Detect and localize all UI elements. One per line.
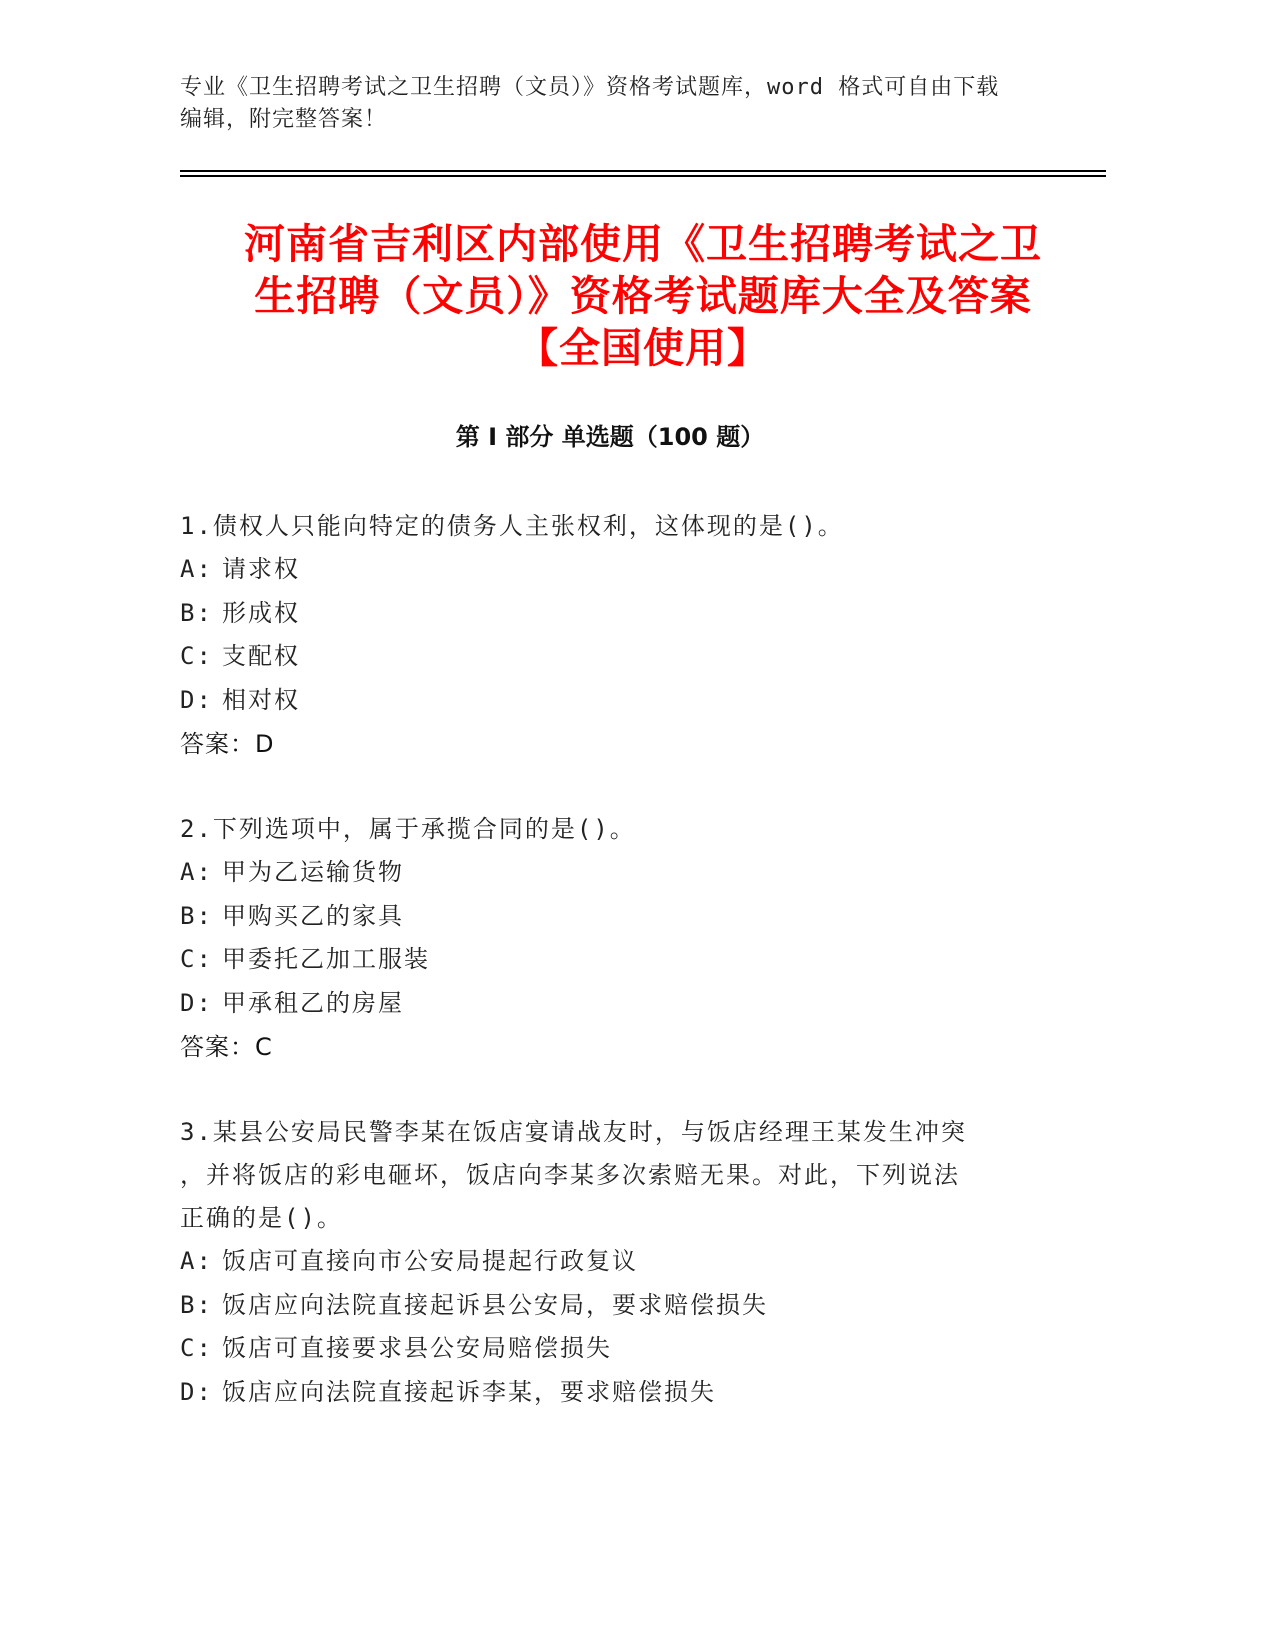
option-letter: B: — [180, 1290, 213, 1319]
document-title-line-2: 生招聘（文员）》资格考试题库大全及答案 — [254, 272, 1032, 320]
option-text: 饭店可直接向市公安局提起行政复议 — [222, 1247, 638, 1275]
option-a — [180, 548, 1040, 592]
option-text: 甲承租乙的房屋 — [222, 988, 404, 1017]
header-note-line-2: 编辑，附完整答案！ — [180, 107, 388, 132]
option-text: 饭店应向法院直接起诉李某，要求赔偿损失 — [222, 1377, 716, 1406]
question-1 — [180, 505, 1040, 766]
option-letter: A: — [180, 555, 213, 583]
option-text: 甲委托乙加工服装 — [222, 945, 430, 973]
question-stem: 1.债权人只能向特定的债务人主张权利，这体现的是()。 — [180, 512, 844, 540]
question-stem: 2.下列选项中，属于承揽合同的是()。 — [180, 815, 636, 843]
option-d — [180, 1371, 1040, 1415]
section-heading: 第 I 部分 单选题（100 题） — [455, 423, 765, 451]
option-letter: D: — [180, 685, 213, 714]
option-a — [180, 851, 1040, 895]
option-letter: C: — [180, 642, 213, 670]
option-c — [180, 938, 1040, 982]
option-b — [180, 1284, 1040, 1328]
option-text: 甲购买乙的家具 — [222, 901, 404, 930]
question-stem-line-1: 3.某县公安局民警李某在饭店宴请战友时，与饭店经理王某发生冲突 — [180, 1118, 967, 1146]
header-divider-bottom — [180, 175, 1106, 177]
document-title — [180, 218, 1106, 374]
option-letter: D: — [180, 1377, 213, 1406]
option-letter: B: — [180, 598, 213, 627]
document-title-line-3: 【全国使用】 — [517, 324, 769, 372]
answer-line: 答案：D — [180, 730, 275, 758]
option-d — [180, 679, 1040, 723]
header-note — [180, 72, 1040, 136]
document-title-line-1: 河南省吉利区内部使用《卫生招聘考试之卫 — [244, 220, 1042, 268]
option-text: 请求权 — [222, 555, 300, 583]
option-d — [180, 982, 1040, 1026]
option-c — [180, 1327, 1040, 1371]
question-stem-line-3: 正确的是()。 — [180, 1204, 343, 1232]
option-letter: A: — [180, 858, 213, 886]
question-list — [180, 505, 1040, 1456]
option-a — [180, 1240, 1040, 1284]
header-divider-top — [180, 170, 1106, 172]
option-text: 甲为乙运输货物 — [222, 858, 404, 886]
option-letter: A: — [180, 1247, 213, 1275]
option-b — [180, 895, 1040, 939]
option-text: 饭店可直接要求县公安局赔偿损失 — [222, 1334, 612, 1362]
question-stem-line-2: ，并将饭店的彩电砸坏，饭店向李某多次索赔无果。对此，下列说法 — [180, 1161, 960, 1189]
option-text: 相对权 — [222, 685, 300, 714]
option-text: 形成权 — [222, 598, 300, 627]
answer-line: 答案：C — [180, 1033, 273, 1061]
question-2 — [180, 808, 1040, 1069]
option-c — [180, 635, 1040, 679]
option-text: 支配权 — [222, 642, 300, 670]
question-3 — [180, 1111, 1040, 1414]
option-letter: C: — [180, 945, 213, 973]
header-note-line-1: 专业《卫生招聘考试之卫生招聘（文员）》资格考试题库，word 格式可自由下载 — [180, 75, 1000, 100]
option-b — [180, 592, 1040, 636]
option-letter: C: — [180, 1334, 213, 1362]
option-letter: D: — [180, 988, 213, 1017]
option-letter: B: — [180, 901, 213, 930]
option-text: 饭店应向法院直接起诉县公安局，要求赔偿损失 — [222, 1290, 768, 1319]
